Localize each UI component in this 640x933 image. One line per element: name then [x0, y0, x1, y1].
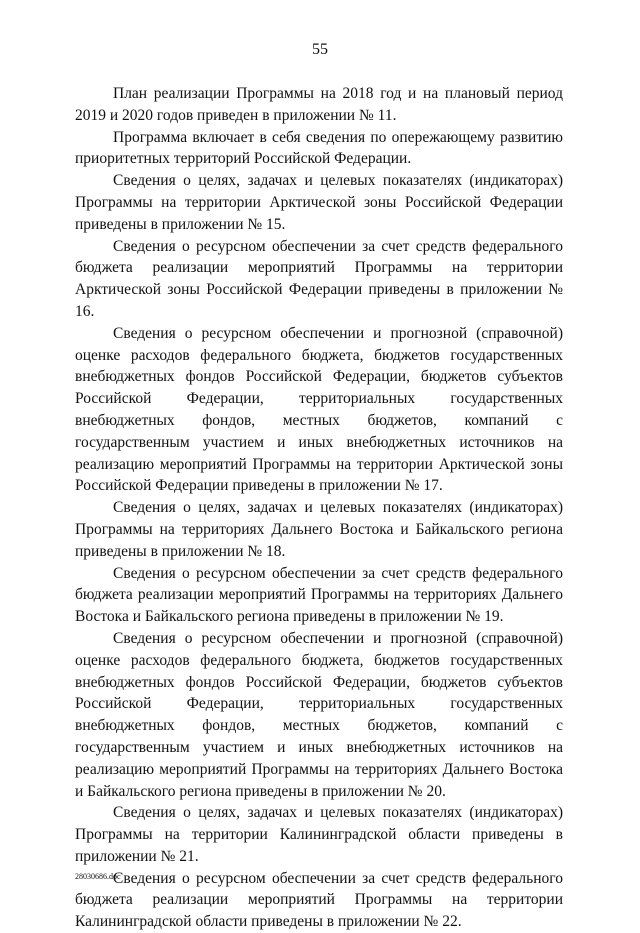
paragraph: Сведения о целях, задачах и целевых показателях (индикаторах) Программы на территории Калининградской области приведены в приложении № 21.: [75, 804, 563, 865]
paragraph: Сведения о ресурсном обеспечении за счет средств федерального бюджета реализации мероприятий Программы на территориях Дальнего Востока и Байкальского региона приведены в приложении № 19.: [75, 564, 563, 626]
paragraph: Сведения о ресурсном обеспечении за счет средств федерального бюджета реализации мероприятий Программы на территории Калининградской области приведены в приложении № 22.: [75, 869, 563, 931]
paragraph: Сведения о ресурсном обеспечении и прогнозной (справочной) оценке расходов федерального бюджета, бюджетов государственных внебюджетных фондов Российской Федерации, бюджетов субъектов Российской Федерации, территориальных государственных внебюджетных фондов, местных бюджетов, компаний с государственным участием и иных внебюджетных источников на реализацию мероприятий Программы на территории Арктической зоны Российской Федерации приведены в приложении № 17.: [75, 324, 563, 495]
paragraph: Сведения о целях, задачах и целевых показателях (индикаторах) Программы на территориях Дальнего Востока и Байкальского региона приведены в приложении № 18.: [75, 499, 563, 560]
paragraph: План реализации Программы на 2018 год и на плановый период 2019 и 2020 годов приведен в приложении № 11.: [75, 85, 563, 124]
page-number: 55: [312, 41, 328, 58]
body-text: [75, 83, 563, 933]
paragraph: Сведения о ресурсном обеспечении за счет средств федерального бюджета реализации мероприятий Программы на территории Арктической зоны Российской Федерации приведены в приложении № 16.: [75, 237, 563, 320]
paragraph: Программа включает в себя сведения по опережающему развитию приоритетных территорий Российской Федерации.: [75, 128, 563, 168]
paragraph: Сведения о ресурсном обеспечении и прогнозной (справочной) оценке расходов федерального бюджета, бюджетов государственных внебюджетных фондов Российской Федерации, бюджетов субъектов Российской Федерации, территориальных государственных внебюджетных фондов, местных бюджетов, компаний с государственным участием и иных внебюджетных источников на реализацию мероприятий Программы на территориях Дальнего Востока и Байкальского региона приведены в приложении № 20.: [75, 629, 563, 800]
document-file-reference: 28030686.doc: [75, 872, 121, 881]
paragraph: Сведения о целях, задачах и целевых показателях (индикаторах) Программы на территории Арктической зоны Российской Федерации приведены в приложении № 15.: [75, 172, 563, 233]
